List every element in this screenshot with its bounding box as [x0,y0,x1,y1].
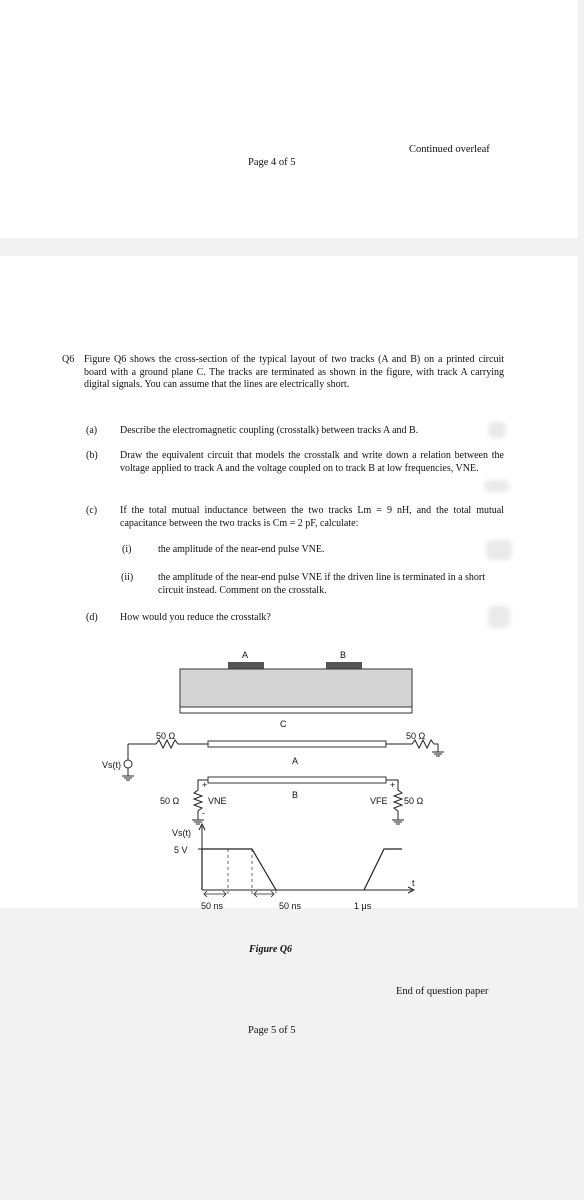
resistor-left-top [128,740,208,748]
label-r-left-top: 50 Ω [156,731,176,741]
part-d-label: (d) [86,612,98,623]
label-ground-c: C [280,719,287,729]
line-a [208,741,386,747]
label-source: Vs(t) [102,760,121,770]
part-c-ii-label: (ii) [121,572,134,583]
label-amplitude: 5 V [174,845,188,855]
label-track-b: B [340,650,347,660]
label-vs-axis: Vs(t) [172,828,191,838]
label-r-left-bottom: 50 Ω [160,796,180,806]
part-a-label: (a) [86,425,98,436]
label-t-axis: t [412,878,415,888]
source-symbol [124,760,132,768]
label-r-right-top: 50 Ω [406,731,426,741]
label-period: 1 μs [354,901,372,911]
svg-text:+: + [202,780,208,790]
part-b-text: Draw the equivalent circuit that models the crosstalk and write down a relation between the voltage applied to track A and the voltage coupled on to track B at low frequencies, VNE. [120,450,504,474]
part-a-text: Describe the electromagnetic coupling (crosstalk) between tracks A and B. [120,425,419,436]
part-d-text: How would you reduce the crosstalk? [120,612,271,623]
pulse-waveform [202,849,276,890]
label-v-ne: VNE [208,796,227,806]
fall-time-arrow [254,891,274,897]
part-c-ii-text: the amplitude of the near-end pulse VNE if the driven line is terminated in a short circuit instead. Comment on the crosstalk. [158,572,486,596]
svg-text:+: + [390,780,396,790]
part-c-i-label: (i) [122,544,132,555]
part-c-i-text: the amplitude of the near-end pulse VNE. [158,544,325,555]
ground-right-top [432,752,444,756]
ground-plane [180,707,412,713]
figure-caption: Figure Q6 [249,944,293,955]
resistor-right-top [386,740,438,752]
track-b-cross-section [326,662,362,669]
question-number: Q6 [62,354,75,365]
part-c-label: (c) [86,505,98,516]
second-pulse-rise [364,849,402,890]
question-intro: Figure Q6 shows the cross-section of the typical layout of two tracks (A and B) on a printed circuit board with a ground plane C. The tracks are terminated as shown in the figure, with track A carrying digital signals. You can assume that the lines are electrically short. [84,354,504,390]
part-b-label: (b) [86,450,98,461]
rise-time-arrow [204,891,226,897]
part-c-text: If the total mutual inductance between the two tracks Lm = 9 nH, and the total mutual capacitance between the two tracks is Cm = 2 pF, calculate: [120,505,504,529]
svg-text:-: - [202,808,205,818]
label-r-right-bottom: 50 Ω [404,796,424,806]
page-number-4: Page 4 of 5 [248,157,296,168]
ground-right-bottom [392,820,404,824]
end-of-paper: End of question paper [396,986,489,997]
line-b [208,777,386,783]
continued-overleaf: Continued overleaf [409,144,490,155]
label-line-a: A [292,756,299,766]
ground-source [122,776,134,780]
page-5 [0,256,578,1036]
label-v-fe: VFE [370,796,388,806]
pcb-substrate [180,669,412,707]
page-number-5: Page 5 of 5 [248,1025,296,1036]
label-track-a: A [242,650,249,660]
figure-q6 [80,648,480,918]
label-t-fall: 50 ns [279,901,302,911]
track-a-cross-section [228,662,264,669]
label-line-b: B [292,790,299,800]
label-t-rise: 50 ns [201,901,224,911]
page-4-footer-area [0,0,578,238]
